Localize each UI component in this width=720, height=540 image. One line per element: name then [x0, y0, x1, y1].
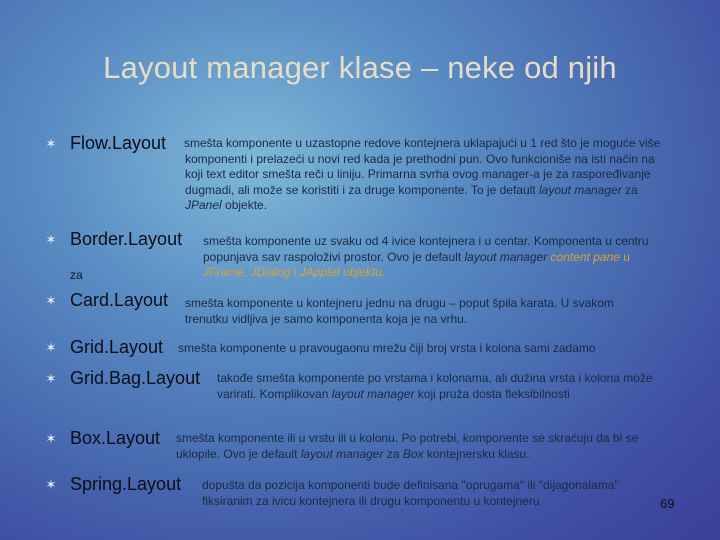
- star-bullet-icon: ✶: [45, 232, 57, 247]
- description-segment: layout manager: [464, 249, 548, 264]
- item-name: Spring.Layout: [70, 474, 182, 494]
- item-description: [202, 478, 642, 509]
- description-segment: layout manager: [538, 182, 622, 197]
- page-number: 69: [660, 496, 675, 511]
- description-segment: koji pruža dosta fleksibilnosti: [414, 386, 570, 401]
- item-description: [176, 431, 676, 462]
- description-segment: smešta komponente uz svaku od 4 ivice kontejnera i u centar. Komponenta u centru popunjava sav raspoloživi prostor. Ovo je default: [203, 234, 649, 264]
- item-description: [217, 371, 657, 402]
- description-segment: JDialog: [250, 265, 291, 279]
- item-name: Border.Layout: [70, 229, 183, 249]
- star-bullet-icon: ✶: [45, 371, 57, 386]
- description-segment: ,: [243, 265, 251, 279]
- description-segment: layout manager: [331, 386, 415, 401]
- item-description: [185, 296, 645, 327]
- description-segment: objektu.: [339, 265, 386, 279]
- item-name: Grid.Layout: [70, 337, 164, 357]
- description-segment: dopušta da pozicija komponenti bude definisana "oprugama" ili "dijagonalama" fiksiranim za ivicu kontejnera ili drugu komponentu u kontejneru: [202, 478, 619, 508]
- description-segment: JPanel: [185, 198, 222, 212]
- item-name: Grid.Bag.Layout: [70, 368, 201, 388]
- description-segment: u: [619, 249, 630, 264]
- description-segment: layout manager: [300, 446, 384, 461]
- description-segment: objekte.: [221, 198, 268, 212]
- description-segment: smešta komponente u pravougaonu mrežu čiji broj vrsta i kolona sami zadamo: [178, 341, 596, 355]
- description-segment: smešta komponente ili u vrstu ili u kolonu. Po potrebi, komponente se skraćuju da bi se uklopile. Ovo je default: [176, 431, 639, 461]
- star-bullet-icon: ✶: [45, 136, 57, 151]
- star-bullet-icon: ✶: [45, 431, 57, 446]
- item-name: Card.Layout: [70, 290, 169, 310]
- item-prefix: za: [70, 268, 83, 282]
- description-segment: za: [383, 446, 403, 461]
- description-segment: smešta komponente u uzastopne redove kontejnera uklapajući u 1 red što je moguće više komponenti i prelazeći u novi red kada je prethodni pun. Ovo funkcioniše na isti način na koji text editor smešta reči u liniju. Primarna svrha ovog manager-a je za raspoređivanje dugmadi, ali može se koristiti i za druge komponente. To je default: [184, 136, 661, 197]
- item-name: Flow.Layout: [70, 133, 167, 153]
- star-bullet-icon: ✶: [45, 477, 57, 492]
- star-bullet-icon: ✶: [45, 293, 57, 308]
- description-segment: smešta komponente u kontejneru jednu na drugu – poput špila karata. U svakom trenutku vidljiva je samo komponenta koja je na vrhu.: [185, 296, 614, 326]
- description-segment: za: [621, 182, 638, 197]
- description-segment: i: [290, 265, 300, 279]
- slide-title: Layout manager klase – neke od njih: [103, 50, 617, 85]
- item-description: [203, 234, 673, 281]
- item-description: [178, 341, 678, 357]
- description-segment: kontejnersku klasu.: [423, 446, 530, 461]
- description-segment: JFrame: [203, 265, 244, 279]
- description-segment: content pane: [550, 249, 620, 264]
- description-segment: takođe smešta komponente po vrstama i kolonama, ali dužina vrsta i kolona može varirati. Komplikovan: [217, 371, 653, 401]
- star-bullet-icon: ✶: [45, 340, 57, 355]
- description-segment: Box: [402, 446, 424, 461]
- description-segment: JApplet: [299, 265, 340, 279]
- item-name: Box.Layout: [70, 428, 161, 448]
- item-description: [185, 136, 675, 214]
